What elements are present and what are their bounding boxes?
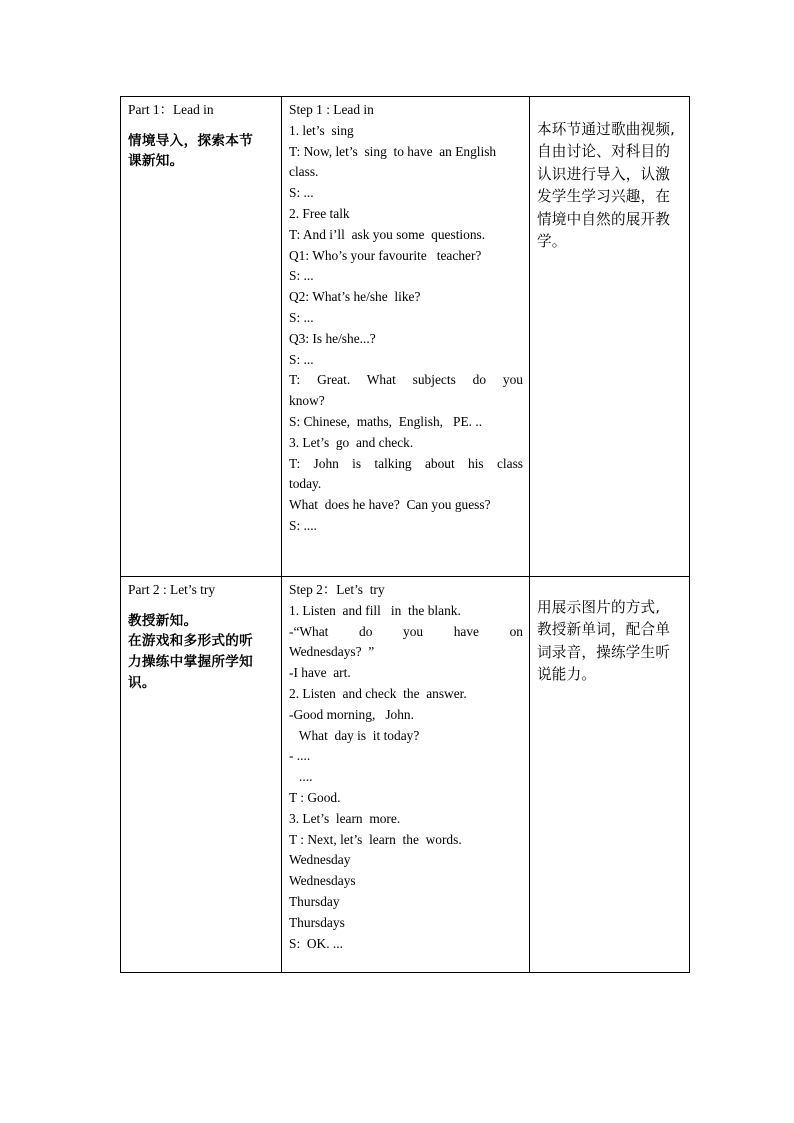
part-goal-line: 情境导入，探索本节 (128, 132, 254, 149)
step-line: 2. Free talk (289, 205, 350, 221)
step-line: What does he have? Can you guess? (289, 497, 491, 513)
table-row (121, 577, 690, 973)
step-line: S: OK. ... (289, 935, 343, 951)
note-line: 本环节通过歌曲视频, (537, 121, 675, 138)
note-cell (530, 97, 690, 577)
step-line: 1. let’s sing (289, 122, 354, 138)
note-line: 发学生学习兴趣，在 (537, 188, 671, 206)
part-goal-line: 课新知。 (128, 153, 184, 170)
note-line: 说能力。 (537, 666, 597, 684)
step-line: know? (289, 393, 325, 409)
part-title: Part 2 : Let’s try (128, 582, 216, 597)
part-goal-line: 力操练中掌握所学知 (128, 653, 254, 670)
step-line: Thursday (289, 893, 340, 909)
lesson-plan-table (120, 96, 690, 973)
step-line: T: John is talking about his class (289, 455, 523, 471)
step-line: S: ... (289, 309, 314, 325)
step-line: Q1: Who’s your favourite teacher? (289, 247, 482, 263)
note-line: 自由讨论、对科目的 (537, 143, 671, 161)
note-cell (530, 577, 690, 973)
step-line: Q2: What’s he/she like? (289, 289, 421, 305)
step-line: T: Now, let’s sing to have an English (289, 143, 497, 159)
part-title: Part 1：Lead in (128, 102, 214, 117)
part-cell (121, 97, 282, 577)
part-goal-line: 识。 (128, 674, 156, 691)
part-goal-line: 在游戏和多形式的听 (128, 633, 254, 650)
step-line: S: Chinese, maths, English, PE. .. (289, 413, 483, 429)
step-line: S: .... (289, 517, 317, 533)
table-row (121, 97, 690, 577)
step-line: Step 2：Let’s try (289, 582, 385, 597)
step-line: Wednesdays (289, 873, 356, 889)
step-line: -I have art. (289, 665, 351, 681)
part-goal-line: 教授新知。 (128, 612, 198, 629)
step-line: S: ... (289, 185, 314, 201)
step-line: Step 1 : Lead in (289, 102, 374, 117)
note-line: 情境中自然的展开教 (537, 210, 671, 228)
note-line: 词录音，操练学生听 (537, 643, 671, 661)
step-line: -Good morning, John. (289, 706, 414, 722)
step-line: Q3: Is he/she...? (289, 330, 376, 346)
step-line: T : Good. (289, 789, 341, 805)
step-line: T: And i’ll ask you some questions. (289, 226, 486, 242)
step-line: -“What do you have on (289, 623, 523, 639)
step-line: T : Next, let’s learn the words. (289, 831, 462, 847)
step-line: 3. Let’s learn more. (289, 810, 401, 826)
step-line: Thursdays (289, 914, 345, 930)
note-line: 教授新单词，配合单 (537, 621, 671, 639)
step-line: T: Great. What subjects do you (289, 372, 523, 388)
step-line: 1. Listen and fill in the blank. (289, 602, 461, 618)
step-line: S: ... (289, 268, 314, 284)
step-line: today. (289, 476, 322, 492)
step-line: Wednesdays? ” (289, 644, 375, 660)
step-line: .... (289, 769, 313, 785)
step-line: 3. Let’s go and check. (289, 434, 414, 450)
step-line: What day is it today? (289, 727, 420, 743)
note-line: 用展示图片的方式, (537, 599, 661, 616)
step-line: Wednesday (289, 852, 351, 868)
step-line: S: ... (289, 351, 314, 367)
note-line: 认识进行导入，认激 (537, 165, 671, 183)
step-line: - .... (289, 748, 311, 764)
step-cell (282, 97, 530, 577)
step-line: class. (289, 164, 319, 180)
step-cell (282, 577, 530, 973)
note-line: 学。 (537, 233, 567, 251)
part-cell (121, 577, 282, 973)
step-line: 2. Listen and check the answer. (289, 685, 467, 701)
